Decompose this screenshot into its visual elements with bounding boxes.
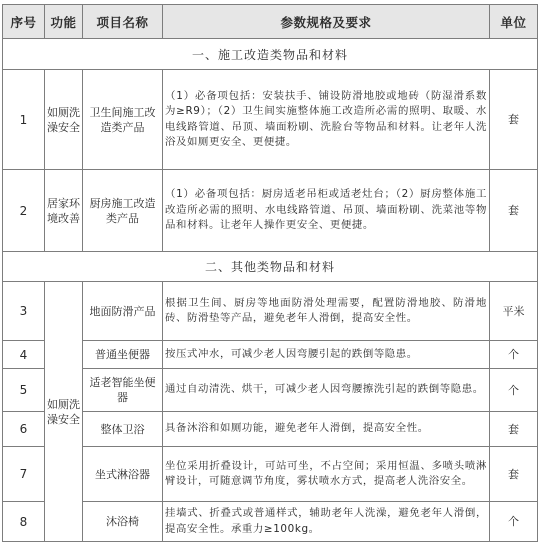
row-index: 1 [3, 70, 45, 170]
row-name: 适老智能坐便器 [83, 369, 163, 412]
header-unit: 单位 [490, 5, 538, 39]
row-function: 如厕洗澡安全 [45, 70, 83, 170]
row-unit: 套 [490, 70, 538, 170]
row-index: 4 [3, 341, 45, 369]
row-unit: 平米 [490, 282, 538, 341]
row-requirements: （1）必备项包括：厨房适老吊柜或适老灶台；（2）厨房整体施工改造所必需的照明、水电线路管道、吊顶、墙面粉刷、洗菜池等物品和材料。让老年人操作更安全、更便捷。 [163, 170, 490, 252]
row-unit: 个 [490, 369, 538, 412]
table-row [3, 170, 538, 252]
row-unit: 个 [490, 502, 538, 542]
table-row [3, 369, 538, 412]
row-name: 坐式淋浴器 [83, 447, 163, 502]
row-unit: 套 [490, 412, 538, 447]
table-row [3, 70, 538, 170]
table-row [3, 282, 538, 341]
table-row [3, 412, 538, 447]
row-requirements: （1）必备项包括：安装扶手、铺设防滑地胶或地砖（防湿滑系数为≥R9）；（2）卫生间实施整体施工改造所必需的照明、取暖、水电线路管道、吊顶、墙面粉刷、洗脸台等物品和材料。让老年人洗浴及如厕更安全、更便捷。 [163, 70, 490, 170]
row-name: 普通坐便器 [83, 341, 163, 369]
row-function: 居家环境改善 [45, 170, 83, 252]
header-requirements: 参数规格及要求 [163, 5, 490, 39]
spec-table [2, 4, 538, 542]
row-requirements: 根据卫生间、厨房等地面防滑处理需要，配置防滑地胶、防滑地砖、防滑垫等产品，避免老年人滑倒，提高安全性。 [163, 282, 490, 341]
row-index: 3 [3, 282, 45, 341]
table-row [3, 341, 538, 369]
row-name: 卫生间施工改造类产品 [83, 70, 163, 170]
header-function: 功能 [45, 5, 83, 39]
section-row [3, 39, 538, 70]
row-unit: 套 [490, 170, 538, 252]
row-index: 2 [3, 170, 45, 252]
row-requirements: 通过自动清洗、烘干，可减少老人因弯腰擦洗引起的跌倒等隐患。 [163, 369, 490, 412]
row-name: 厨房施工改造类产品 [83, 170, 163, 252]
header-name: 项目名称 [83, 5, 163, 39]
row-index: 6 [3, 412, 45, 447]
row-unit: 套 [490, 447, 538, 502]
table-row [3, 502, 538, 542]
row-name: 沐浴椅 [83, 502, 163, 542]
header-index: 序号 [3, 5, 45, 39]
row-requirements: 挂墙式、折叠式或普通样式，辅助老年人洗澡，避免老年人滑倒，提高安全性。承重力≥100kg。 [163, 502, 490, 542]
row-requirements: 按压式冲水，可减少老人因弯腰引起的跌倒等隐患。 [163, 341, 490, 369]
row-name: 地面防滑产品 [83, 282, 163, 341]
row-index: 8 [3, 502, 45, 542]
row-function: 如厕洗澡安全 [45, 282, 83, 542]
row-index: 5 [3, 369, 45, 412]
row-requirements: 坐位采用折叠设计，可站可坐，不占空间；采用恒温、多喷头喷淋臂设计，可随意调节角度，雾状喷水方式，提高老人洗浴安全。 [163, 447, 490, 502]
row-requirements: 具备沐浴和如厕功能，避免老年人滑倒，提高安全性。 [163, 412, 490, 447]
table-row [3, 447, 538, 502]
section-row [3, 252, 538, 282]
row-name: 整体卫浴 [83, 412, 163, 447]
header-row [3, 5, 538, 39]
row-unit: 个 [490, 341, 538, 369]
section-title: 一、施工改造类物品和材料 [3, 39, 538, 70]
row-index: 7 [3, 447, 45, 502]
section-title: 二、其他类物品和材料 [3, 252, 538, 282]
